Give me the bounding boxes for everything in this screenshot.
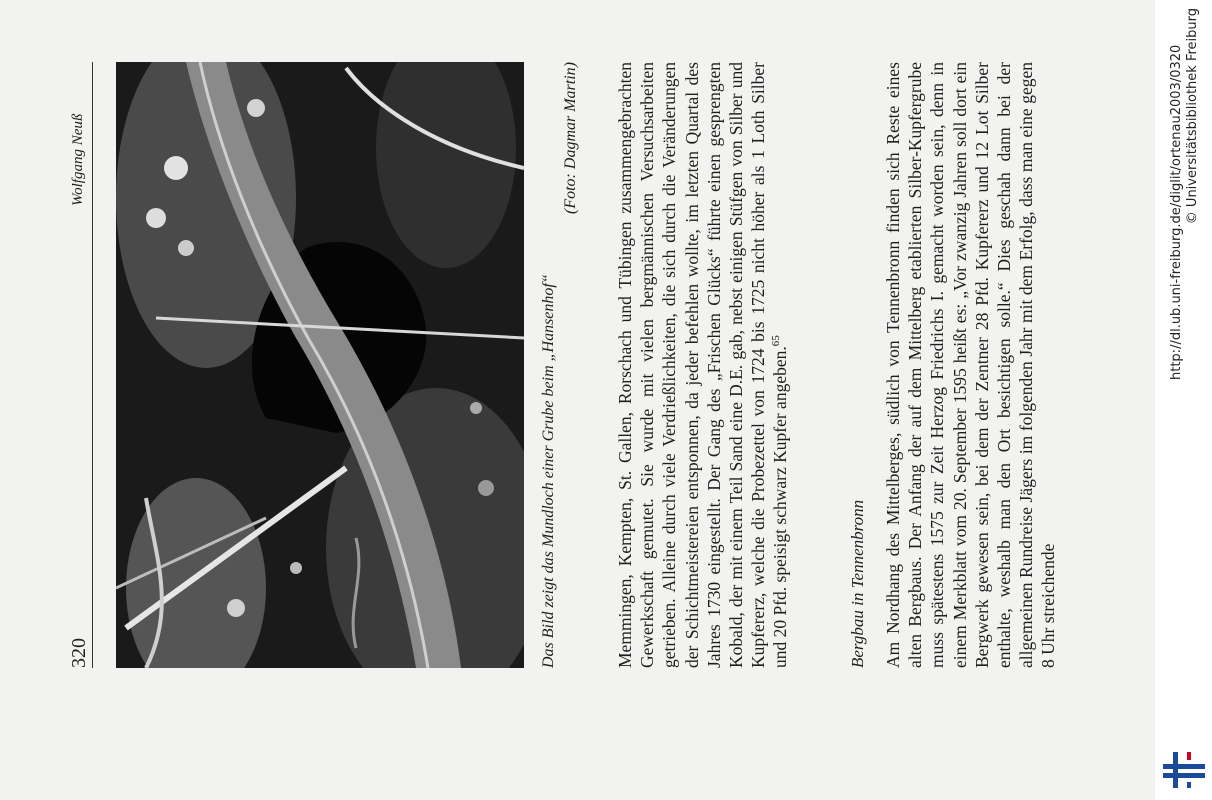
figure-caption — [538, 62, 582, 668]
body-paragraph-1 — [614, 62, 792, 668]
library-url-link[interactable]: http://dl.ub.uni-freiburg.de/diglit/ortenau2003/0320 — [1169, 44, 1184, 380]
page-number: 320 — [68, 638, 90, 668]
running-head-author: Wolfgang Neuß — [70, 113, 86, 206]
caption-text: Das Bild zeigt das Mundloch einer Grube beim „Hansenhof“ — [540, 274, 557, 668]
photo-illustration — [116, 62, 524, 668]
library-strip-text — [1155, 0, 1212, 800]
footnote-reference: 65 — [770, 335, 783, 347]
library-copyright: © Universitätsbibliothek Freiburg — [1185, 8, 1200, 225]
header-rule — [92, 62, 93, 668]
section-heading: Bergbau in Tennenbronn — [848, 499, 867, 668]
body-paragraph-2: Am Nordhang des Mittelberges, südlich von Tennenbronn finden sich Reste eines alten Bergbaus. Der Anfang der auf dem Mittelberg etablierten Silber-Kupfergrube muss spätestens 1575 zur Zeit Herzog Friedrichs I. gemacht worden sein, denn in einem Merkblatt vom 20. September 1595 heißt es: „Vor zwanzig Jahren soll dort ein Bergwerk gewesen sein, bei dem der Zentner 28 Pfd. Kupfererz und 12 Lot Silber enthalte, weshalb man den Ort besichtigen solle.“ Dies geschah dann bei der allgemeinen Rundreise Jägers im folgenden Jahr mit dem Erfolg, dass man eine gegen 8 Uhr streichende — [883, 62, 1059, 668]
paragraph-1-text: Memmingen, Kempten, St. Gallen, Rorschach und Tübingen zusammengebrachten Gewerkschaft gemutet. Sie wurde mit vielen bergmännischen Versuchsarbeiten getrieben. Alleine durch viele Verdrießlichkeiten, die sich durch die Veränderungen der Schichtmeistereien entsponnen, da jeder befehlen wollte, im letzten Quartal des Jahres 1730 eingestellt. Der Gang des „Frischen Glücks“ führte einen gesprengten Kobald, der mit einem Teil Sand eine D.E. gab, nebst einigen Stüfgen von Silber und Kupfererz, welche die Probezettel von 1724 bis 1725 nicht höher als 1 Loth Silber und 20 Pfd. speisigt schwarz Kupfer angeben. — [615, 62, 791, 668]
ub-freiburg-logo-icon — [1163, 748, 1205, 790]
mine-entrance-photo — [116, 62, 524, 668]
library-margin-strip — [1155, 0, 1212, 800]
photo-credit: (Foto: Dagmar Martin) — [562, 62, 579, 214]
